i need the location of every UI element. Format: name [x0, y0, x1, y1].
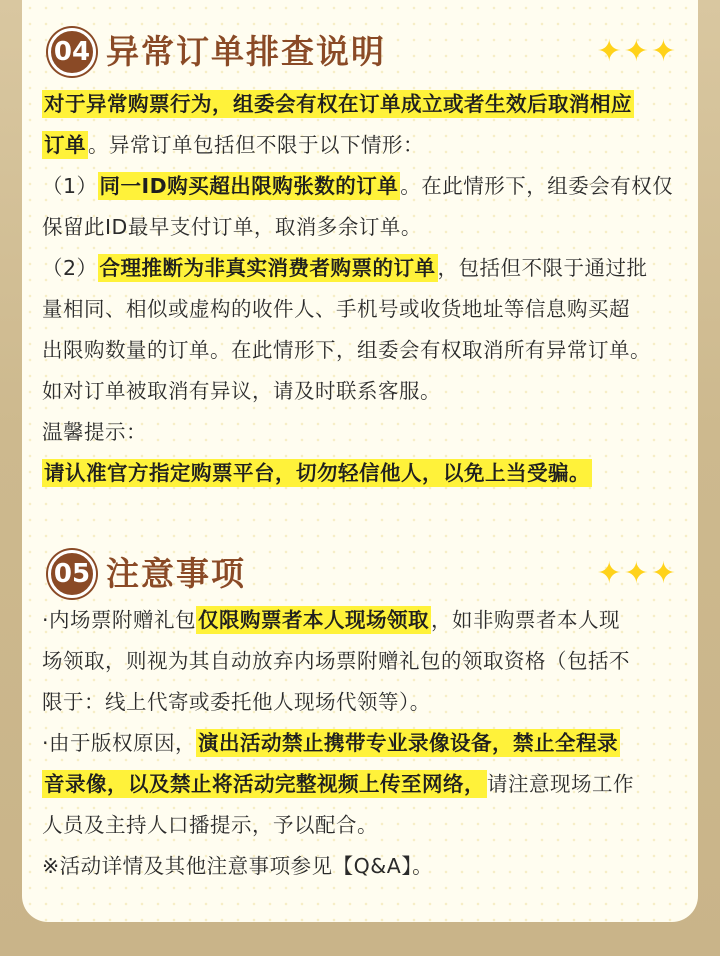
body-text: ·内场票附赠礼包: [42, 608, 197, 632]
text-line: [42, 412, 682, 453]
body-text: 限于：线上代寄或委托他人现场代领等）。: [42, 690, 431, 714]
text-line: [42, 641, 682, 682]
highlighted-text: 音录像，以及禁止将活动完整视频上传至网络，: [44, 772, 485, 796]
body-text: ，包括但不限于通过批: [437, 256, 648, 280]
text-line: [42, 84, 682, 125]
text-line: [42, 166, 682, 207]
text-line: [42, 682, 682, 723]
text-line: [42, 289, 682, 330]
text-line: [42, 600, 682, 641]
text-line: [42, 125, 682, 166]
section-04-body: [42, 84, 682, 494]
section-05-header: [48, 550, 678, 600]
highlighted-text: 对于异常购票行为，组委会有权在订单成立或者生效后取消相应: [44, 92, 632, 116]
star-decoration-icon: ✦✦✦: [596, 556, 678, 591]
highlighted-text: 同一ID购买超出限购张数的订单: [99, 174, 399, 198]
body-text: 出限购数量的订单。在此情形下，组委会有权取消所有异常订单。: [42, 338, 651, 362]
text-line: [42, 846, 682, 887]
text-line: [42, 248, 682, 289]
body-text: ·由于版权原因，: [42, 731, 197, 755]
section-title: 异常订单排查说明: [106, 32, 386, 71]
highlighted-text: 请认准官方指定购票平台，切勿轻信他人，以免上当受骗。: [44, 461, 590, 485]
text-line: [42, 764, 682, 805]
body-text: 人员及主持人口播提示，予以配合。: [42, 813, 378, 837]
text-line: [42, 330, 682, 371]
body-text: 。在此情形下，组委会有权仅: [400, 174, 674, 198]
body-text: 保留此ID最早支付订单，取消多余订单。: [42, 215, 422, 239]
section-05-body: [42, 600, 682, 887]
body-text: （1）: [42, 174, 98, 198]
content-card: [22, 0, 698, 922]
body-text: ，如非购票者本人现: [431, 608, 621, 632]
highlighted-text: 仅限购票者本人现场领取: [198, 608, 430, 632]
text-line: [42, 453, 682, 494]
section-number-badge: 04: [48, 28, 96, 76]
text-line: [42, 805, 682, 846]
body-text: 如对订单被取消有异议，请及时联系客服。: [42, 379, 441, 403]
body-text: 温馨提示：: [42, 420, 147, 444]
highlighted-text: 演出活动禁止携带专业录像设备，禁止全程录: [198, 731, 619, 755]
text-line: [42, 723, 682, 764]
body-text: 请注意现场工作: [487, 772, 634, 796]
section-title: 注意事项: [106, 554, 246, 593]
text-line: [42, 371, 682, 412]
body-text: ※活动详情及其他注意事项参见【Q&A】。: [42, 854, 434, 878]
highlighted-text: 订单: [44, 133, 86, 157]
body-text: （2）: [42, 256, 98, 280]
highlighted-text: 合理推断为非真实消费者购票的订单: [99, 256, 436, 280]
section-number-badge: 05: [48, 550, 96, 598]
star-decoration-icon: ✦✦✦: [596, 34, 678, 69]
section-04-header: [48, 28, 678, 78]
text-line: [42, 207, 682, 248]
body-text: 量相同、相似或虚构的收件人、手机号或收货地址等信息购买超: [42, 297, 630, 321]
body-text: 场领取，则视为其自动放弃内场票附赠礼包的领取资格（包括不: [42, 649, 630, 673]
body-text: 。异常订单包括但不限于以下情形：: [88, 133, 424, 157]
